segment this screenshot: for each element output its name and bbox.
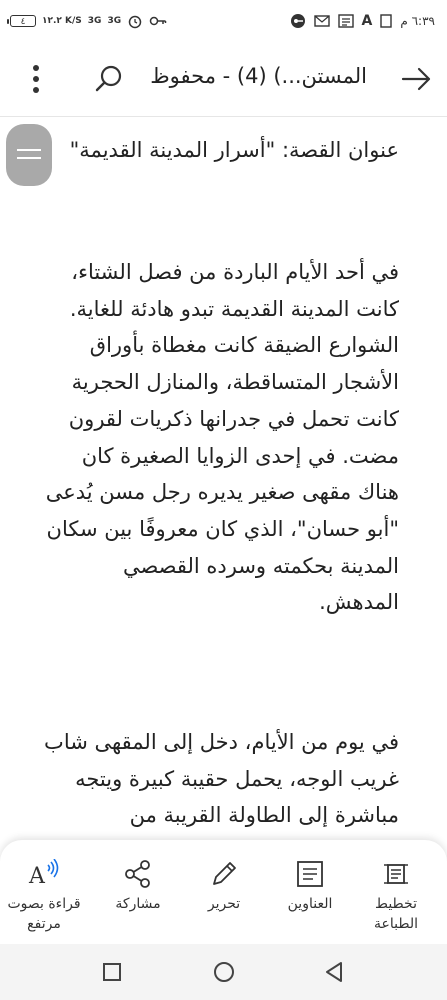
paragraph-1: في أحد الأيام الباردة من فصل الشتاء، كانت المدينة القديمة تبدو هادئة للغاية. الشوارع الضيقة كانت مغطاة بأوراق الأشجار المتساقطة، والمنازل الحجرية كانت تحمل في جدرانها ذكريات لقرون مضت. في إحدى الزوايا الصغيرة كان هناك مقهى صغير يديره رجل مسن يُدعى "أبو حسان"، الذي كان معروفًا بين سكان المدينة بحكمته وسرده القصصي المدهش. [45,260,399,615]
headings-label: العناوين [287,896,333,912]
document-content [0,116,447,840]
share-label: مشاركة [115,896,161,912]
alarm-icon [127,13,143,29]
print-layout-label: تخطيط الطباعة [374,896,418,932]
edit-button[interactable] [180,854,268,914]
bottom-toolbar [0,840,447,944]
font-a-icon: A [361,13,373,29]
paragraph-2: في يوم من الأيام، دخل إلى المقهى شاب غريب الوجه، يحمل حقيبة كبيرة ويتجه مباشرة إلى الطاولة القريبة من [44,730,399,828]
mail-icon [314,14,330,28]
document-title: المستن...) (4) - محفوظ [150,64,367,88]
signal-icon: 3G [87,16,102,26]
battery-level: ٤ [20,17,26,27]
svg-text:A: A [29,864,45,889]
system-nav-bar [0,944,447,1000]
vpn-key-icon [290,13,306,29]
share-button[interactable] [94,854,182,914]
clock-time: ٦:٣٩ م [400,14,435,28]
read-aloud-label: قراءة بصوت مرتفع [7,896,81,932]
signal-icon-2: 3G [107,16,122,26]
scroll-handle[interactable] [6,124,52,186]
news-icon [338,14,354,28]
more-options-icon[interactable] [26,60,46,98]
recent-apps-icon[interactable] [98,958,126,986]
net-speed: ١٢.٢ K/S [42,16,82,26]
headings-button[interactable] [266,854,354,914]
status-bar [0,0,447,42]
back-icon[interactable] [320,958,348,986]
back-arrow-icon[interactable] [399,62,433,96]
headings-icon [266,854,354,894]
read-aloud-button[interactable] [0,854,88,934]
battery-icon [10,15,36,27]
read-aloud-icon [0,854,88,894]
status-right [290,10,435,32]
edit-label: تحرير [207,896,241,912]
home-icon[interactable] [210,958,238,986]
key-icon [149,15,167,27]
search-icon[interactable] [92,62,126,96]
drag-handle-icon [17,149,41,159]
print-layout-icon [352,854,440,894]
doc-icon [380,14,392,28]
status-left [10,10,167,32]
print-layout-button[interactable] [352,854,440,934]
share-icon [94,854,182,894]
pencil-icon [180,854,268,894]
app-bar [0,42,447,117]
story-title: عنوان القصة: "أسرار المدينة القديمة" [69,138,399,162]
